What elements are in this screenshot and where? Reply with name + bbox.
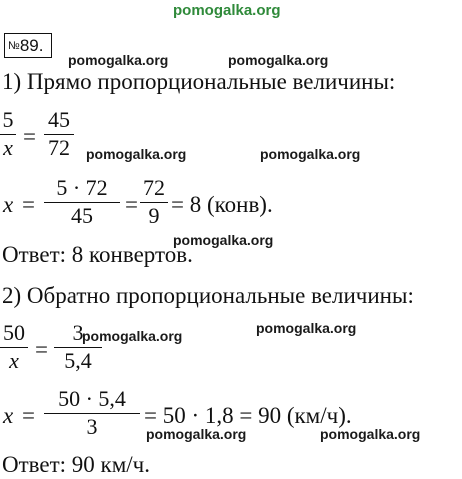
watermark-top: pomogalka.org (173, 2, 281, 19)
part2-heading: 2) Обратно пропорциональные величины: (2, 283, 414, 308)
denominator: 5,4 (64, 348, 92, 373)
watermark: pomogalka.org (228, 52, 329, 68)
watermark: pomogalka.org (256, 320, 357, 336)
equals-sign: = (22, 192, 35, 217)
part1-heading: 1) Прямо пропорциональные величины: (2, 69, 396, 94)
numerator: 50 (3, 320, 25, 345)
numerator: 50 · 5,4 (58, 386, 126, 411)
numerator: 3 (72, 320, 84, 345)
watermark: pomogalka.org (173, 232, 274, 248)
equals-sign: = (23, 124, 36, 149)
watermark: pomogalka.org (260, 146, 361, 162)
variable-x: x (3, 192, 14, 217)
watermark: pomogalka.org (86, 146, 187, 162)
denominator: 72 (48, 135, 70, 160)
watermark: pomogalka.org (146, 426, 247, 442)
denominator: 45 (71, 203, 93, 228)
fraction-5x72-over-45 (44, 177, 120, 227)
equals-sign: = (22, 403, 35, 428)
watermark: pomogalka.org (320, 426, 421, 442)
task-number: 89. (19, 36, 44, 55)
task-number-badge (4, 33, 52, 58)
fraction-45-over-72 (44, 109, 74, 159)
watermark: pomogalka.org (82, 328, 183, 344)
variable-x: x (3, 403, 14, 428)
numerator: 45 (48, 107, 70, 132)
number-sign: № (8, 40, 20, 52)
part1-answer: Ответ: 8 конвертов. (2, 242, 193, 267)
watermark: pomogalka.org (68, 52, 169, 68)
denominator: x (9, 348, 19, 373)
denominator: 9 (148, 203, 160, 228)
denominator: 3 (86, 414, 98, 439)
part2-result: = 50 · 1,8 = 90 (км/ч). (144, 403, 352, 428)
numerator: 72 (143, 175, 165, 200)
fraction-50-over-x (0, 322, 28, 372)
numerator: 5 · 72 (56, 175, 108, 200)
fraction-72-over-9 (140, 177, 168, 227)
fraction-50x5-4-over-3 (44, 388, 140, 438)
equals-sign: = (35, 337, 48, 362)
fraction-5-over-x (0, 109, 16, 159)
equals-sign: = (125, 192, 138, 217)
numerator: 5 (2, 107, 14, 132)
part2-answer: Ответ: 90 км/ч. (2, 452, 150, 477)
denominator: x (3, 135, 13, 160)
part1-result: = 8 (конв). (171, 192, 273, 217)
